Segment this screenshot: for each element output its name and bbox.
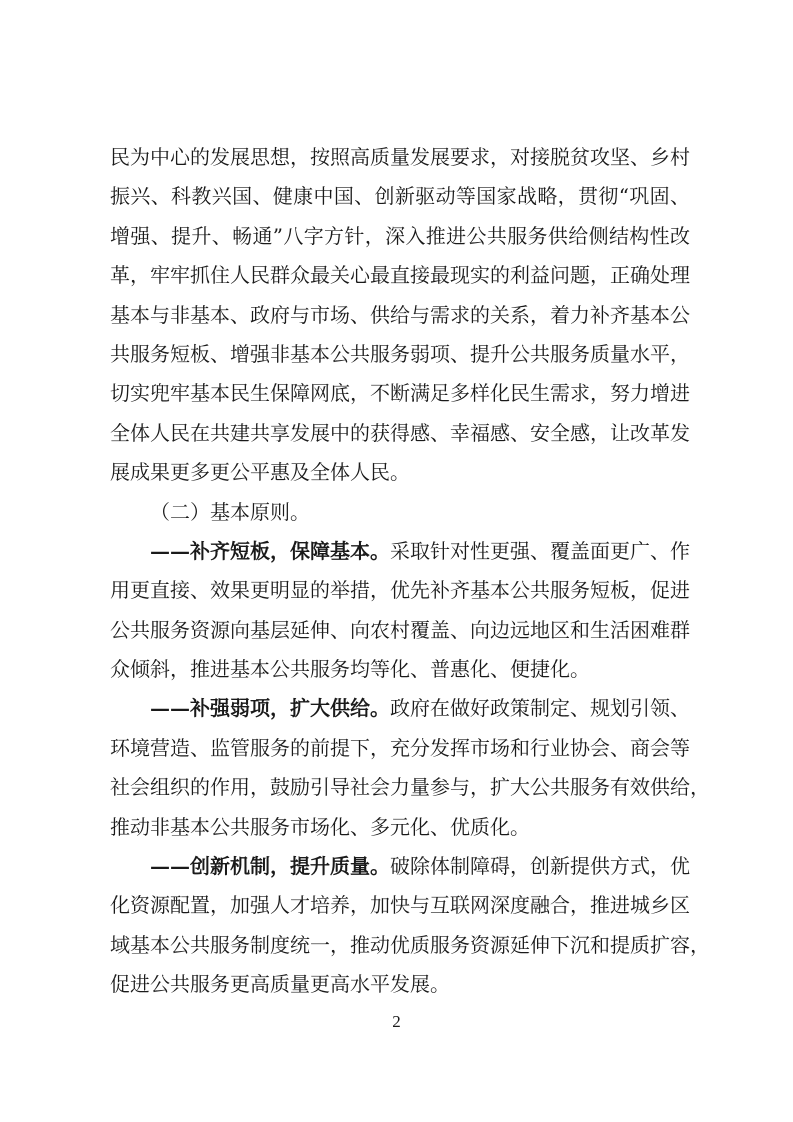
text-line: 共服务短板、增强非基本公共服务弱项、提升公共服务质量水平，	[110, 341, 690, 366]
principle-text: 破除体制障碍，创新提供方式，优	[390, 854, 690, 879]
text-line: 振兴、科教兴国、健康中国、创新驱动等国家战略，贯彻“巩固、	[110, 184, 690, 209]
paragraph-guiding-thought	[110, 138, 690, 493]
text-line: 全体人民在共建共享发展中的获得感、幸福感、安全感，让改革发	[110, 420, 690, 445]
text-line: 切实兜牢基本民生保障网底，不断满足多样化民生需求，努力增进	[110, 381, 690, 406]
text-line	[110, 847, 690, 886]
text-line: 增强、提升、畅通”八字方针，深入推进公共服务供给侧结构性改	[110, 223, 690, 248]
text-line: 域基本公共服务制度统一，推动优质服务资源延伸下沉和提质扩容，	[110, 932, 710, 957]
text-line: 环境营造、监管服务的前提下，充分发挥市场和行业协会、商会等	[110, 735, 690, 760]
text-line	[110, 532, 690, 571]
paragraph-principle-2	[110, 689, 710, 847]
text-line	[110, 689, 690, 728]
text-line: 民为中心的发展思想，按照高质量发展要求，对接脱贫攻坚、乡村	[110, 145, 690, 169]
principle-title: ——补强弱项，扩大供给。	[150, 696, 390, 721]
paragraph-principle-1	[110, 532, 690, 690]
document-body	[110, 138, 710, 1005]
principle-text: 采取针对性更强、覆盖面更广、作	[390, 538, 690, 563]
text-line: 众倾斜，推进基本公共服务均等化、普惠化、便捷化。	[110, 657, 590, 682]
principle-title: ——补齐短板，保障基本。	[150, 538, 390, 563]
text-line: 社会组织的作用，鼓励引导社会力量参与，扩大公共服务有效供给，	[110, 775, 710, 800]
text-line: 用更直接、效果更明显的举措，优先补齐基本公共服务短板，促进	[110, 578, 690, 603]
text-line: 推动非基本公共服务市场化、多元化、优质化。	[110, 814, 530, 839]
text-line: 公共服务资源向基层延伸、向农村覆盖、向边远地区和生活困难群	[110, 617, 690, 642]
text-line: 展成果更多更公平惠及全体人民。	[110, 460, 410, 485]
principle-title: ——创新机制，提升质量。	[150, 854, 390, 879]
text-line: 化资源配置，加强人才培养，加快与互联网深度融合，推进城乡区	[110, 893, 690, 918]
section-heading: （二）基本原则。	[150, 499, 310, 524]
text-line: 基本与非基本、政府与市场、供给与需求的关系，着力补齐基本公	[110, 302, 690, 327]
text-line: 革，牢牢抓住人民群众最关心最直接最现实的利益问题，正确处理	[110, 263, 690, 288]
paragraph-principle-3	[110, 847, 710, 1005]
text-line: 促进公共服务更高质量更高水平发展。	[110, 972, 450, 997]
principle-text: 政府在做好政策制定、规划引领、	[390, 696, 690, 721]
page-number: 2	[392, 1012, 401, 1031]
